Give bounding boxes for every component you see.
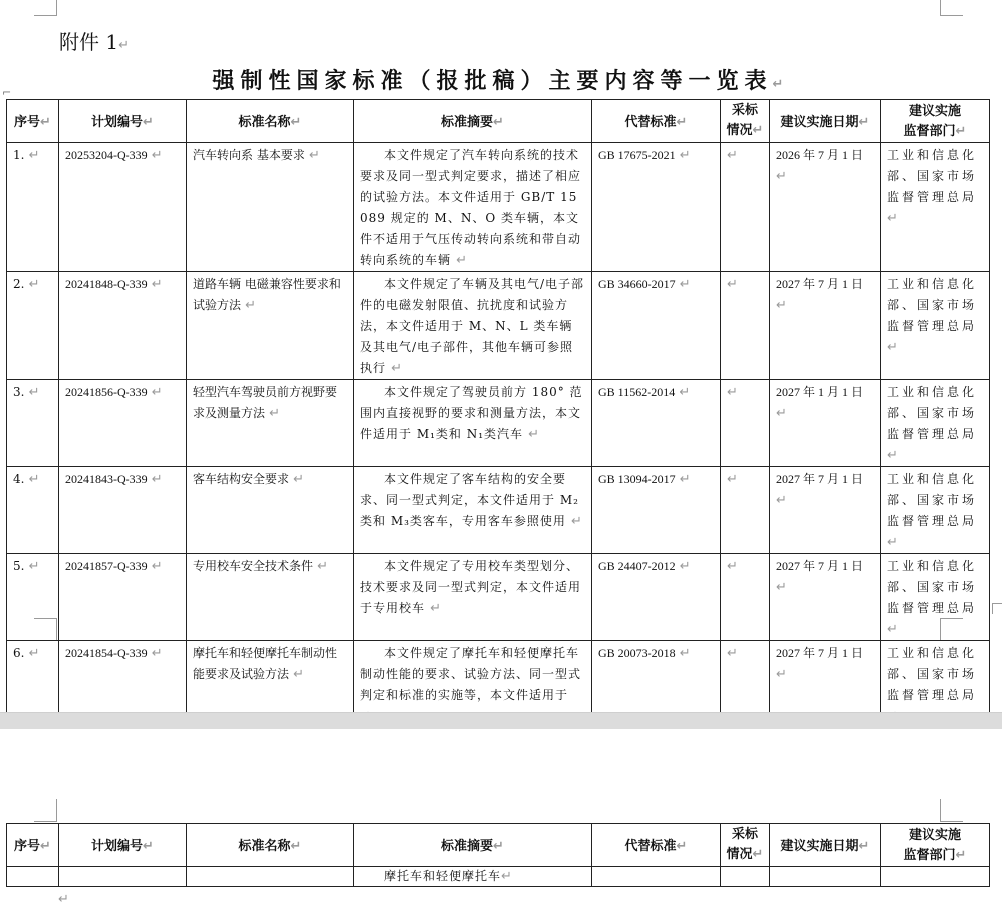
cell-seq: 4. ↵	[7, 467, 59, 554]
cell-dept	[881, 867, 990, 887]
cell-summary: 本文件规定了客车结构的安全要求、同一型式判定，本文件适用于 M₂类和 M₃类客车，专用客车参照使用 ↵	[354, 467, 592, 554]
cell-plan-no: 20241848-Q-339 ↵	[59, 272, 187, 380]
cell-seq	[7, 867, 59, 887]
cell-dept: 工业和信息化部、国家市场监督管理总局 ↵	[881, 272, 990, 380]
header-name: 标准名称↵	[187, 100, 354, 143]
cell-date: 2027 年 7 月 1 日 ↵	[770, 272, 881, 380]
cell-adoption: ↵	[721, 641, 770, 728]
crop-mark	[940, 0, 963, 16]
cell-name: 汽车转向系 基本要求 ↵	[187, 143, 354, 272]
table-header-row	[7, 100, 990, 143]
cell-dept: 工业和信息化部、国家市场监督管理总局	[881, 641, 990, 728]
cell-replaces: GB 13094-2017 ↵	[592, 467, 721, 554]
cell-plan-no: 20241843-Q-339 ↵	[59, 467, 187, 554]
cell-summary: 本文件规定了摩托车和轻便摩托车制动性能的要求、试验方法、同一型式判定和标准的实施等，本文件适用于	[354, 641, 592, 728]
cell-replaces: GB 20073-2018 ↵	[592, 641, 721, 728]
cell-summary: 摩托车和轻便摩托车↵	[354, 867, 592, 887]
cell-plan-no: 20241854-Q-339 ↵	[59, 641, 187, 728]
cell-name: 摩托车和轻便摩托车制动性能要求及试验方法 ↵	[187, 641, 354, 728]
table-row	[7, 467, 990, 554]
cell-name: 专用校车安全技术条件 ↵	[187, 554, 354, 641]
cell-date: 2027 年 7 月 1 日 ↵	[770, 467, 881, 554]
header-date: 建议实施日期↵	[770, 824, 881, 867]
crop-mark	[940, 799, 963, 822]
header-name: 标准名称↵	[187, 824, 354, 867]
page-gap	[0, 712, 1002, 730]
cell-name: 道路车辆 电磁兼容性要求和试验方法 ↵	[187, 272, 354, 380]
cell-replaces: GB 11562-2014 ↵	[592, 380, 721, 467]
cell-replaces	[592, 867, 721, 887]
cell-name	[187, 867, 354, 887]
cell-date: 2027 年 1 月 1 日 ↵	[770, 380, 881, 467]
cell-summary: 本文件规定了车辆及其电气/电子部件的电磁发射限值、抗扰度和试验方法，本文件适用于 M、N、L 类车辆及其电气/电子部件，其他车辆可参照执行 ↵	[354, 272, 592, 380]
cell-dept: 工业和信息化部、国家市场监督管理总局 ↵	[881, 143, 990, 272]
cell-date: 2027 年 7 月 1 日 ↵	[770, 641, 881, 728]
crop-mark	[34, 0, 57, 16]
cell-seq: 6. ↵	[7, 641, 59, 728]
paragraph-mark: ↵	[58, 892, 69, 907]
table-header-row	[7, 824, 990, 867]
table-row	[7, 554, 990, 641]
cell-dept: 工业和信息化部、国家市场监督管理总局 ↵	[881, 554, 990, 641]
header-adoption: 采标 情况↵	[721, 824, 770, 867]
cell-dept: 工业和信息化部、国家市场监督管理总局 ↵	[881, 380, 990, 467]
cell-plan-no: 20253204-Q-339 ↵	[59, 143, 187, 272]
cell-date: 2027 年 7 月 1 日 ↵	[770, 554, 881, 641]
cell-seq: 1. ↵	[7, 143, 59, 272]
table-row	[7, 143, 990, 272]
standards-table-continued	[6, 823, 990, 887]
cell-replaces: GB 24407-2012 ↵	[592, 554, 721, 641]
cell-adoption: ↵	[721, 467, 770, 554]
header-adoption: 采标 情况↵	[721, 100, 770, 143]
cell-date	[770, 867, 881, 887]
header-date: 建议实施日期↵	[770, 100, 881, 143]
cell-seq: 5. ↵	[7, 554, 59, 641]
cell-replaces: GB 34660-2017 ↵	[592, 272, 721, 380]
table-end-mark	[992, 603, 1002, 614]
standards-table	[6, 99, 990, 728]
cell-plan-no: 20241856-Q-339 ↵	[59, 380, 187, 467]
cell-summary: 本文件规定了专用校车类型划分、技术要求及同一型式判定，本文件适用于专用校车 ↵	[354, 554, 592, 641]
cell-seq: 3. ↵	[7, 380, 59, 467]
header-summary: 标准摘要↵	[354, 100, 592, 143]
cell-adoption: ↵	[721, 554, 770, 641]
table-row	[7, 867, 990, 887]
cell-seq: 2. ↵	[7, 272, 59, 380]
cell-summary: 本文件规定了汽车转向系统的技术要求及同一型式判定要求，描述了相应的试验方法。本文件适用于 GB/T 15089 规定的 M、N、O 类车辆，本文件不适用于气压传动转向系统和带自动转向系统的车辆 ↵	[354, 143, 592, 272]
header-seq: 序号↵	[7, 100, 59, 143]
header-plan-no: 计划编号↵	[59, 100, 187, 143]
anchor-icon: ⌐	[2, 86, 12, 99]
crop-mark	[34, 799, 57, 822]
header-summary: 标准摘要↵	[354, 824, 592, 867]
cell-adoption: ↵	[721, 143, 770, 272]
header-replaces: 代替标准↵	[592, 100, 721, 143]
cell-plan-no: 20241857-Q-339 ↵	[59, 554, 187, 641]
cell-adoption	[721, 867, 770, 887]
cell-replaces: GB 17675-2021 ↵	[592, 143, 721, 272]
cell-dept: 工业和信息化部、国家市场监督管理总局 ↵	[881, 467, 990, 554]
header-seq: 序号↵	[7, 824, 59, 867]
cell-date: 2026 年 7 月 1 日 ↵	[770, 143, 881, 272]
table-row	[7, 272, 990, 380]
header-replaces: 代替标准↵	[592, 824, 721, 867]
cell-summary: 本文件规定了驾驶员前方 180° 范围内直接视野的要求和测量方法，本文件适用于 M₁类和 N₁类汽车 ↵	[354, 380, 592, 467]
document-title: 强制性国家标准（报批稿）主要内容等一览表↵	[212, 69, 790, 94]
header-plan-no: 计划编号↵	[59, 824, 187, 867]
attachment-label: 附件 1↵	[59, 30, 129, 54]
cell-name: 轻型汽车驾驶员前方视野要求及测量方法 ↵	[187, 380, 354, 467]
cell-name: 客车结构安全要求 ↵	[187, 467, 354, 554]
cell-adoption: ↵	[721, 272, 770, 380]
table-row	[7, 380, 990, 467]
cell-plan-no	[59, 867, 187, 887]
header-dept: 建议实施 监督部门↵	[881, 100, 990, 143]
header-dept: 建议实施 监督部门↵	[881, 824, 990, 867]
cell-adoption: ↵	[721, 380, 770, 467]
